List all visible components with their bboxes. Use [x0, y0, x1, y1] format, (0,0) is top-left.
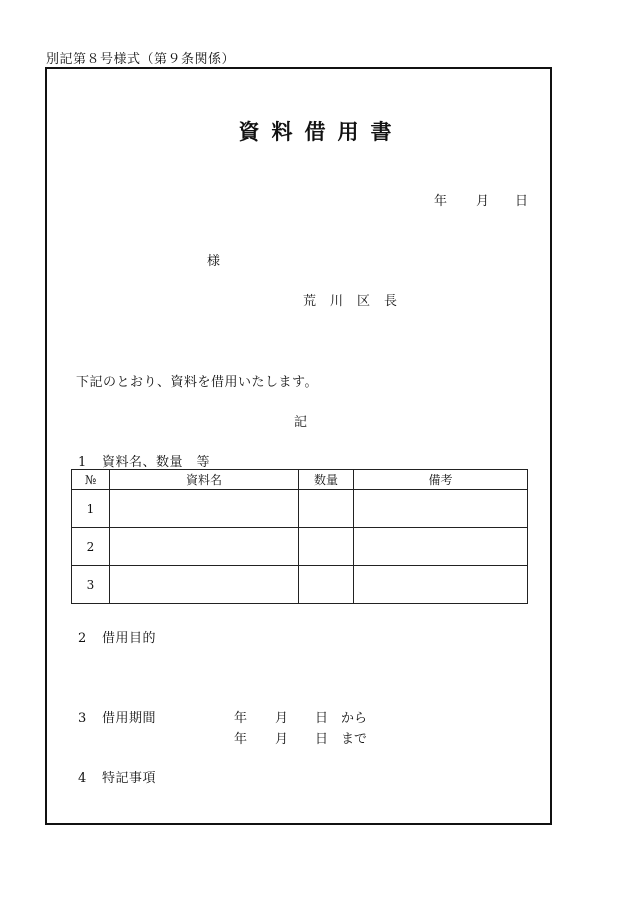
period-from-suffix: から: [341, 711, 368, 726]
row-number: 3: [72, 566, 110, 604]
material-name-cell[interactable]: [110, 528, 299, 566]
addressee-suffix: 様: [207, 254, 221, 269]
table-row: [72, 490, 528, 528]
section-4-number: 4: [78, 771, 87, 786]
period-to-suffix: まで: [341, 732, 368, 747]
section-4-heading: [78, 767, 156, 786]
form-label: 別記第８号様式（第９条関係）: [46, 52, 236, 67]
quantity-cell[interactable]: [299, 490, 354, 528]
period-from-year: 年: [234, 711, 248, 726]
table-row: [72, 528, 528, 566]
quantity-cell[interactable]: [299, 528, 354, 566]
row-number: 2: [72, 528, 110, 566]
header-no: №: [72, 470, 110, 490]
section-1-heading: [78, 451, 210, 470]
section-3-number: 3: [78, 711, 87, 726]
quantity-cell[interactable]: [299, 566, 354, 604]
section-1-number: 1: [78, 455, 87, 470]
intro-text: 下記のとおり、資料を借用いたします。: [76, 375, 318, 390]
table-header-row: [72, 470, 528, 490]
section-1-label: 資料名、数量 等: [102, 455, 211, 470]
issuer-name: 荒川区長: [303, 294, 412, 309]
row-number: 1: [72, 490, 110, 528]
header-material-name: 資料名: [110, 470, 299, 490]
document-title: 資料借用書: [238, 119, 404, 144]
items-table: [71, 469, 528, 604]
remarks-cell[interactable]: [354, 528, 528, 566]
material-name-cell[interactable]: [110, 566, 299, 604]
ki-heading: 記: [294, 415, 308, 430]
date-day-label: 日: [515, 194, 529, 209]
material-name-cell[interactable]: [110, 490, 299, 528]
section-2-number: 2: [78, 631, 87, 646]
remarks-cell[interactable]: [354, 490, 528, 528]
section-4-label: 特記事項: [102, 771, 157, 786]
section-2-label: 借用目的: [102, 631, 157, 646]
period-to-year: 年: [234, 732, 248, 747]
date-month-label: 月: [476, 194, 490, 209]
period-to-day: 日: [315, 732, 329, 747]
period-to-month: 月: [275, 732, 289, 747]
header-quantity: 数量: [299, 470, 354, 490]
header-remarks: 備考: [354, 470, 528, 490]
section-2-heading: [78, 627, 156, 646]
section-3-heading: [78, 707, 156, 726]
section-3-label: 借用期間: [102, 711, 157, 726]
period-from-month: 月: [275, 711, 289, 726]
date-year-label: 年: [434, 194, 448, 209]
remarks-cell[interactable]: [354, 566, 528, 604]
period-from-day: 日: [315, 711, 329, 726]
table-row: [72, 566, 528, 604]
